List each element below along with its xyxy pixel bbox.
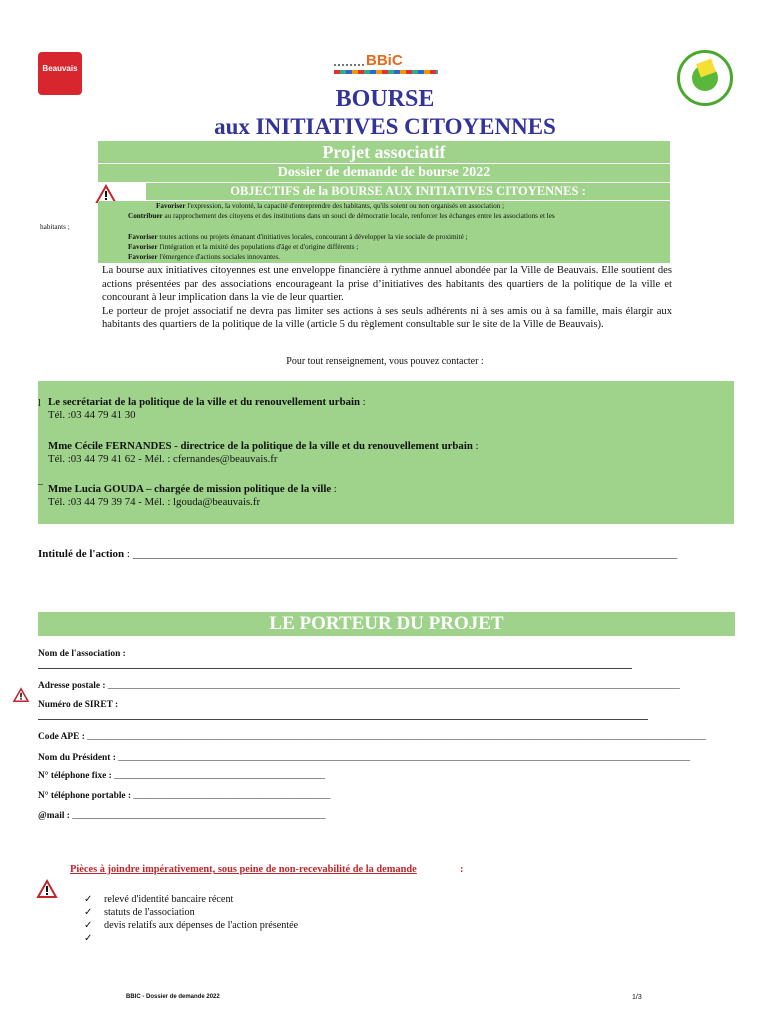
pieces-colon: : [460, 864, 464, 875]
banner-projet: Projet associatif [98, 141, 670, 163]
bbic-figures-icon [334, 56, 364, 66]
contact-item: Mme Cécile FERNANDES - directrice de la politique de la ville et du renouvellement urbain : Tél. :03 44 79 41 62 - Mél. : cfernandes@beauvais.fr [48, 440, 479, 465]
beauvais-logo-text: Beauvais [42, 64, 78, 73]
page-number: 1/3 [632, 994, 642, 1001]
contact-detail: Tél. :03 44 79 41 30 [48, 409, 136, 421]
contact-marker: – [38, 479, 43, 490]
objective-item: habitants ; [40, 222, 70, 231]
checklist-item [84, 932, 298, 945]
contacts-box [38, 381, 734, 524]
contact-detail: Tél. :03 44 79 41 62 - Mél. : cfernandes@beauvais.fr [48, 453, 278, 465]
checklist-item: ✓ statuts de l'association [84, 907, 195, 918]
bbic-stripe [334, 70, 438, 74]
checklist-item: ✓ devis relatifs aux dépenses de l'action présentée [84, 920, 299, 931]
objective-item: Favoriser toutes actions ou projets émanant d'initiatives locales, concourant à développer la vie sociale de proximité ; [128, 232, 468, 241]
warning-icon [13, 688, 29, 702]
objective-item: Favoriser l'émergence d'actions sociales innovantes. [128, 253, 280, 262]
siret-field[interactable] [38, 719, 648, 720]
banner-dossier: Dossier de demande de bourse 2022 [98, 164, 670, 182]
title-bourse: BOURSE [335, 86, 435, 112]
banner-objectifs: OBJECTIFS de la BOURSE AUX INITIATIVES CITOYENNES : [146, 183, 670, 200]
intro-text [102, 264, 672, 332]
contact-marker: l [38, 398, 41, 409]
checkmark-icon: ✓ [84, 894, 93, 905]
president-field[interactable]: Nom du Président : __________________________________________________________________________________________________________________________ [38, 753, 691, 763]
intitule-label: Intitulé de l'action [38, 548, 125, 560]
association-name-label: Nom de l'association : [38, 649, 126, 659]
intro-paragraph-1: La bourse aux initiatives citoyennes est une enveloppe financière à rythme annuel abondée par la Ville de Beauvais. Elle soutient des actions présentées par des associations encourageant la prise d’initiatives des habitants des quartiers de la politique de la ville et concourant à leur implication dans la vie de leur quartier. [102, 265, 672, 304]
intro-paragraph-2: Le porteur de projet associatif ne devra pas limiter ses actions à ses seuls adhérents ni à ses amis ou à sa famille, mais élargir aux habitants des quartiers de la politique de la ville (article 5 du règlement consultable sur le site de la Ville de Beauvais). [102, 305, 672, 331]
objectives-box [40, 201, 670, 263]
title-initiatives: aux INITIATIVES CITOYENNES [214, 114, 556, 139]
objective-item: Contribuer au rapprochement des citoyens et des institutions dans un souci de démocratie locale, renforcer les échanges entre les associations et les [128, 212, 555, 221]
contact-item: Le secrétariat de la politique de la ville et du renouvellement urbain : Tél. :03 44 79 41 30 [48, 396, 366, 421]
bbic-logo [334, 52, 438, 78]
objective-item: Favoriser l'expression, la volonté, la capacité d'entreprendre des habitants, qu'ils soient ou non organisés en association ; [156, 202, 505, 210]
tel-portable-field[interactable]: N° téléphone portable : __________________________________________ [38, 791, 331, 801]
checkmark-icon: ✓ [84, 920, 93, 931]
pieces-title: Pièces à joindre impérativement, sous peine de non-recevabilité de la demande [70, 864, 417, 875]
objective-item: Favoriser l'intégration et la mixité des populations d'âge et d'origine différents ; [128, 243, 359, 252]
tel-fixe-field[interactable]: N° téléphone fixe : _____________________________________________ [38, 771, 326, 781]
contact-detail: Tél. :03 44 79 39 74 - Mél. : lgouda@beauvais.fr [48, 496, 261, 508]
contact-item: Mme Lucia GOUDA – chargée de mission politique de la ville : Tél. :03 44 79 39 74 - Mél. : lgouda@beauvais.fr [48, 483, 337, 508]
association-name-field[interactable] [38, 668, 632, 669]
adresse-field[interactable]: Adresse postale : __________________________________________________________________________________________________________________________ [38, 681, 680, 691]
checkmark-icon: ✓ [84, 907, 93, 918]
bbic-logo-text: BBiC [366, 52, 403, 69]
ape-field[interactable]: Code APE : ____________________________________________________________________________________________________________________________________ [38, 732, 706, 742]
footer-left: BBIC - Dossier de demande 2022 [126, 994, 220, 1000]
section-porteur-title: LE PORTEUR DU PROJET [38, 612, 735, 636]
siret-label: Numéro de SIRET : [38, 700, 119, 710]
checklist-item: ✓ relevé d'identité bancaire récent [84, 894, 234, 905]
intitule-field[interactable]: Intitulé de l'action : ___________________________________________________________________________________________________ [38, 548, 678, 560]
pieces-checklist [84, 893, 298, 945]
warning-icon [37, 880, 57, 898]
contact-intro: Pour tout renseignement, vous pouvez contacter : [286, 356, 484, 367]
mail-field[interactable]: @mail : ______________________________________________________ [38, 811, 326, 821]
checkmark-icon: ✓ [84, 933, 93, 944]
